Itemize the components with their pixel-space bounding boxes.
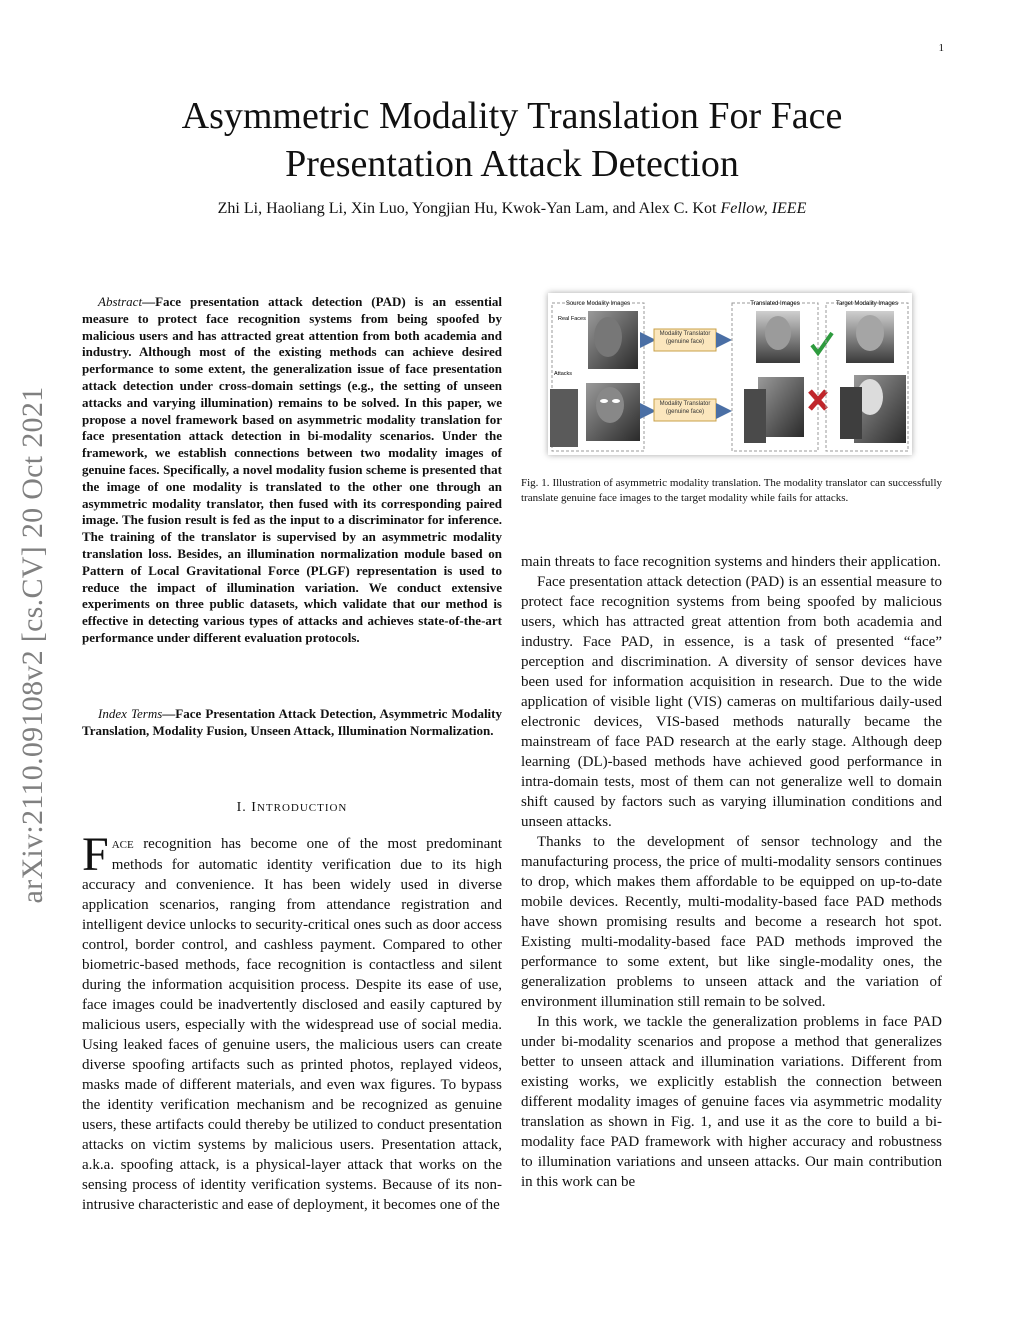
attacks-label: Attacks — [554, 371, 573, 377]
index-text: Face Presentation Attack Detection, Asymmetric Modality Translation, Modality Fusion, Unseen Attack, Illumination Normalization. — [82, 706, 502, 738]
target-attack-image-2 — [840, 387, 862, 439]
section-heading — [82, 800, 502, 816]
target-real-face — [856, 315, 884, 351]
drop-cap: F — [82, 828, 109, 881]
paragraph: In this work, we tackle the generalization problems in face PAD under bi-modality scenarios and propose a method that generalizes better to unseen attack and illumination variations. Different from existing works, we explicitly establish the connection between different modality images of genuine faces via asymmetric modality translation as shown in Fig. 1, and use it as the core to build a bi-modality face PAD framework with higher accuracy and robustness to illumination variations and unseen attacks. Our main contribution in this work can be — [521, 1014, 942, 1190]
translated-attack-image-2 — [744, 389, 766, 443]
check-icon — [812, 333, 832, 353]
figure-diagram — [548, 293, 912, 455]
author-names: Zhi Li, Haoliang Li, Xin Luo, Yongjian Hu, Kwok-Yan Lam, and Alex C. Kot — [217, 200, 717, 217]
section-title-initial: I — [251, 800, 257, 815]
abstract: Abstract—Face presentation attack detection (PAD) is an essential measure to protect face recognition systems from being spoofed by malicious users and has attracted great attention from both academia and industry. Although most of the existing methods can achieve desired performance to some extent, the generalization issue of face presentation attack detection under cross-domain settings (e.g., the setting of unseen attacks and varying illumination) remains to be solved. In this paper, we propose a novel framework based on asymmetric modality translation for face presentation attack detection in bi-modality scenarios. Under the framework, we establish connections between two modality images of genuine faces. Specifically, a novel modality fusion scheme is presented that the image of one modality is translated to the other one through an asymmetric modality translator, then fused with its corresponding paired image. The fusion result is fed as the input to a discriminator for inference. The training of the translator is supervised by an asymmetric modality translation loss. Besides, an illumination normalization module based on Pattern of Local Gravitational Force (PLGF) representation is used to reduce the impact of illumination variation. We conduct extensive experiments on three public datasets, which validate that our method is effective in detecting various types of attacks and achieves state-of-the-art performance under different evaluation protocols. — [82, 294, 502, 645]
intro-paragraph — [82, 828, 502, 1215]
translator-label-bottom: Modality Translator (genuine face) — [659, 401, 711, 415]
paragraph: Thanks to the development of sensor technology and the manufacturing process, the price of multi-modality sensors continues to drop, which makes them affordable to be equipped on up-to-date mobile devices. Recently, multi-modality-based face PAD methods have shown promising results and become a research hot spot. Existing multi-modality-based face PAD methods improved the performance to some extent, but like single-modality ones, the generalization problems to unseen attack and the variation of environment illumination still remain to be solved. — [521, 834, 942, 1010]
paper-title-text: Asymmetric Modality Translation For Face Presentation Attack Detection — [181, 95, 843, 185]
translator-label-top: Modality Translator (genuine face) — [659, 331, 711, 345]
figure-caption: Fig. 1. Illustration of asymmetric modality translation. The modality translator can successfully translate genuine face images to the target modality while fails for attacks. — [521, 477, 942, 504]
arxiv-watermark — [14, 350, 58, 940]
index-label: Index Terms — [98, 706, 163, 721]
real-label: Real Faces — [558, 316, 586, 322]
abstract-label: Abstract — [98, 294, 143, 309]
mask-eye-left — [600, 399, 608, 403]
translated-real-face — [765, 316, 791, 350]
section-number: I. — [236, 800, 247, 815]
intro-paragraph-text: recognition has become one of the most predominant methods for automatic identity verification due to its high accuracy and convenience. It has been widely used in diverse application scenarios, ranging from attendance registration and intelligent device unlocks to security-critical ones such as door access control, border control, and cashless payment. Compared to other biometric-based methods, face recognition is contactless and silent during the information acquisition process. Despite its ease of use, face images could be inadvertently disclosed and easily captured by malicious users, especially with the widespread use of social media. Using leaked faces of genuine users, the malicious users can create diverse spoofing artifacts such as printed photos, replayed videos, masks made of different materials, and even wax figures. To bypass the identity verification mechanism and be recognized as genuine users, these artifacts could thereby be utilized to conduct presentation attacks on victim systems by malicious users. Presentation attack, a.k.a. spoofing attack, is a physical-layer attack that works on the sensing process of identity verification systems. Because of its non-intrusive characteristic and ease of deployment, it becomes one of the — [82, 836, 502, 1213]
attack-face-shape — [596, 387, 624, 423]
right-column-text — [521, 552, 942, 1192]
mask-eye-right — [612, 399, 620, 403]
drop-cap-rest: ACE — [111, 839, 134, 851]
translated-label: Translated Images — [750, 301, 800, 307]
real-face-shape — [594, 317, 622, 357]
author-suffix: Fellow, IEEE — [720, 200, 807, 217]
paper-title — [0, 92, 1024, 188]
author-list — [0, 200, 1024, 218]
paragraph: main threats to face recognition systems and hinders their application. — [521, 554, 941, 570]
index-terms: Index Terms—Face Presentation Attack Detection, Asymmetric Modality Translation, Modality Fusion, Unseen Attack, Illumination Normalization. — [82, 706, 502, 738]
abstract-text: Face presentation attack detection (PAD) is an essential measure to protect face recognition systems from being spoofed by malicious users and has attracted great attention from both academia and industry. Although most of the existing methods can achieve desired performance to some extent, the generalization issue of face presentation attack detection under cross-domain settings (e.g., the setting of unseen attacks and varying illumination) remains to be solved. In this paper, we propose a novel framework based on asymmetric modality translation for face presentation attack detection in bi-modality scenarios. Under the framework, we establish connections between two modality images of genuine faces. Specifically, a novel modality fusion scheme is presented that the image of one modality is translated to the other one through an asymmetric modality translator, then fused with its corresponding paired image. The fusion result is fed as the input to a discriminator for inference. The training of the translator is supervised by an asymmetric modality translation loss. Besides, an illumination normalization module based on Pattern of Local Gravitational Force (PLGF) representation is used to reduce the impact of illumination variation. We conduct extensive experiments on three public datasets, which validate that our method is effective in detecting various types of attacks and achieves state-of-the-art performance under different evaluation protocols. — [82, 294, 502, 645]
intro-text — [82, 828, 502, 1215]
figure-1 — [548, 293, 912, 455]
attack-face-image-2 — [550, 389, 578, 447]
section-title-rest: NTRODUCTION — [256, 802, 348, 814]
paragraph: Face presentation attack detection (PAD) is an essential measure to protect face recognition systems from being spoofed by malicious users, which has attracted great attention from both academia and industry. Face PAD, in essence, is a task of presented “face” perception and discrimination. A diversity of sensor devices have been used for information acquisition in research. Due to the wide application of visible light (VIS) cameras on multifarious daily-used electronic devices, VIS-based methods naturally became the mainstream of face PAD research at the early stage. Although deep learning (DL)-based methods have achieved good performance in intra-domain tests, most of them can not generalize well to domain shift caused by factors such as varying illumination conditions and unseen attacks. — [521, 574, 942, 830]
arxiv-id: arXiv:2110.09108v2 [cs.CV] 20 Oct 2021 — [16, 386, 49, 904]
section-title — [251, 800, 347, 815]
page-number: 1 — [938, 42, 944, 54]
target-label: Target Modality Images — [835, 301, 899, 307]
source-label: Source Modality Images — [565, 301, 631, 307]
